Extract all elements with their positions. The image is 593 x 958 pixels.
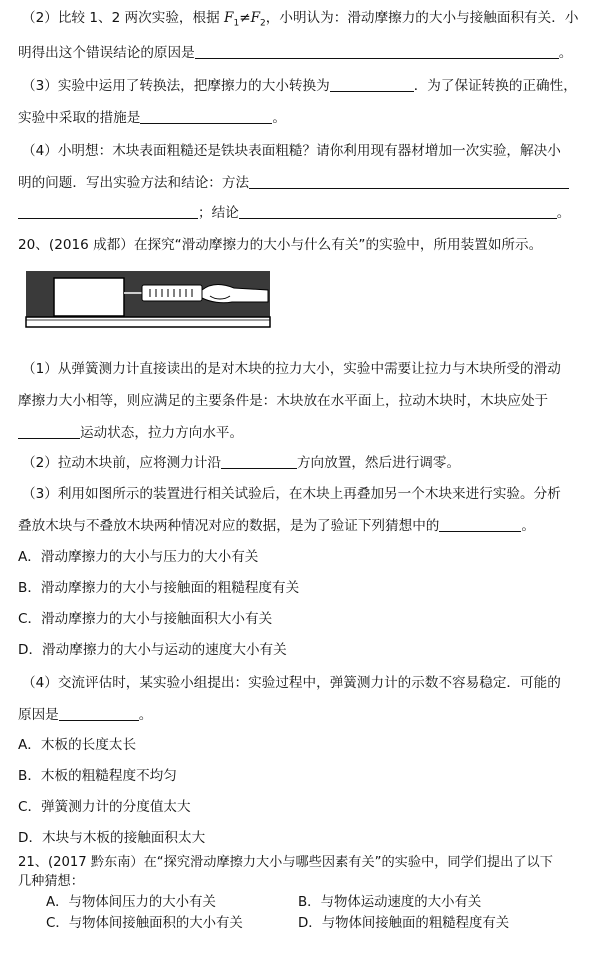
- q21-option-d[interactable]: [298, 914, 509, 934]
- f2-symbol: F: [250, 10, 261, 26]
- option-label: B．与物体运动速度的大小有关: [298, 895, 482, 910]
- answer-blank[interactable]: [439, 516, 521, 532]
- friction-apparatus-figure: [24, 268, 274, 332]
- q20-2-text-a: （2）拉动木块前，应将测力计沿: [22, 455, 221, 471]
- q20-4-option-b[interactable]: [18, 766, 575, 786]
- q21-heading: [18, 853, 575, 873]
- q20-3-text-b: 叠放木块与不叠放木块两种情况对应的数据，是为了验证下列猜想中的: [18, 518, 440, 534]
- not-equal-sign: ≠: [239, 10, 251, 26]
- q4-text-b: 明的问题．写出实验方法和结论：方法: [18, 175, 250, 191]
- q2-text-a: （2）比较 1、2 两次实验，根据: [22, 10, 225, 26]
- spring-scale: [142, 285, 202, 301]
- q20-heading: [18, 235, 575, 255]
- q3-line-1: [22, 76, 575, 96]
- q3-text-b: ．为了保证转换的正确性，: [413, 78, 577, 94]
- q3-text-c: 实验中采取的措施是: [18, 110, 141, 126]
- option-label: C．与物体间接触面积的大小有关: [46, 916, 243, 931]
- q4-text-a: （4）小明想：木块表面粗糙还是铁块表面粗糙？请你利用现有器材增加一次实验，解决小: [22, 143, 561, 159]
- period: 。: [138, 707, 153, 723]
- q20-3-option-b[interactable]: [18, 578, 575, 598]
- q21-option-b[interactable]: [298, 893, 481, 913]
- f1-subscript: 1: [233, 18, 240, 29]
- wooden-block: [54, 278, 124, 316]
- q21-heading-2: [18, 872, 575, 892]
- q21-option-c[interactable]: [46, 914, 243, 934]
- option-label: C．滑动摩擦力的大小与接触面积大小有关: [18, 611, 273, 627]
- period: 。: [272, 110, 286, 126]
- answer-blank[interactable]: [249, 173, 569, 189]
- q20-4-option-a[interactable]: [18, 735, 575, 755]
- q20-2-line: [22, 453, 575, 473]
- answer-blank[interactable]: [59, 705, 139, 721]
- q20-3-option-d[interactable]: [18, 640, 575, 660]
- q4-text-c: ；结论: [198, 205, 239, 221]
- period: 。: [558, 45, 573, 61]
- q2-text-c: 明得出这个错误结论的原因是: [18, 45, 195, 61]
- option-label: D．与物体间接触面的粗糙程度有关: [298, 916, 510, 931]
- option-label: D．滑动摩擦力的大小与运动的速度大小有关: [18, 642, 287, 658]
- q20-1-text-c: 运动状态，拉力方向水平。: [80, 425, 244, 441]
- q2-line-2: [18, 43, 575, 63]
- q20-4-option-c[interactable]: [18, 797, 575, 817]
- f2-subscript: 2: [260, 18, 266, 29]
- option-label: D．木块与木板的接触面积太大: [18, 830, 206, 846]
- q3-line-2: [18, 108, 575, 128]
- answer-blank[interactable]: [18, 203, 198, 219]
- option-label: A．与物体间压力的大小有关: [46, 895, 216, 910]
- answer-blank[interactable]: [221, 453, 297, 469]
- q20-3-line-1: [22, 484, 575, 504]
- period: 。: [521, 518, 535, 534]
- answer-blank[interactable]: [18, 423, 80, 439]
- q20-4-text-a: （4）交流评估时，某实验小组提出：实验过程中，弹簧测力计的示数不容易稳定．可能的: [22, 675, 561, 691]
- q20-4-line-2: [18, 705, 575, 725]
- q20-3-option-a[interactable]: [18, 547, 575, 567]
- option-label: A．木板的长度太长: [18, 737, 137, 753]
- q21-option-a[interactable]: [46, 893, 216, 913]
- q20-1-line-2: [18, 391, 575, 411]
- q20-heading-text: 20、(2016 成都）在探究“滑动摩擦力的大小与什么有关”的实验中，所用装置如所示。: [18, 237, 543, 253]
- q20-1-line-3: [18, 423, 575, 443]
- answer-blank[interactable]: [330, 76, 414, 92]
- wooden-board: [26, 317, 270, 327]
- q20-4-text-b: 原因是: [18, 707, 59, 723]
- q20-1-line-1: [22, 359, 575, 379]
- q4-line-3: [18, 203, 575, 223]
- q2-line-1: [22, 8, 579, 29]
- q4-line-1: [22, 141, 575, 161]
- answer-blank[interactable]: [140, 108, 272, 124]
- answer-blank[interactable]: [195, 43, 559, 59]
- option-label: A．滑动摩擦力的大小与压力的大小有关: [18, 549, 259, 565]
- q20-3-line-2: [18, 516, 575, 536]
- q21-heading-text: 21、(2017 黔东南）在“探究滑动摩擦力大小与哪些因素有关”的实验中，同学们提出了以下: [18, 855, 553, 870]
- q20-1-text-a: （1）从弹簧测力计直接读出的是对木块的拉力大小，实验中需要让拉力与木块所受的滑动: [22, 361, 561, 377]
- q2-text-b: ，小明认为：滑动摩擦力的大小与接触面积有关．小: [265, 10, 579, 26]
- answer-blank[interactable]: [239, 203, 557, 219]
- q20-2-text-b: 方向放置，然后进行调零。: [296, 455, 461, 471]
- q20-4-line-1: [22, 673, 575, 693]
- period: 。: [556, 205, 571, 221]
- option-label: B．木板的粗糙程度不均匀: [18, 768, 177, 784]
- q21-heading-text-2: 几种猜想：: [18, 874, 84, 889]
- q20-4-option-d[interactable]: [18, 828, 575, 848]
- q4-line-2: [18, 173, 575, 193]
- q3-text-a: （3）实验中运用了转换法，把摩擦力的大小转换为: [22, 78, 330, 94]
- option-label: B．滑动摩擦力的大小与接触面的粗糙程度有关: [18, 580, 300, 596]
- q20-3-option-c[interactable]: [18, 609, 575, 629]
- q20-3-text-a: （3）利用如图所示的装置进行相关试验后，在木块上再叠加另一个木块来进行实验。分析: [22, 486, 561, 502]
- f1-symbol: F: [224, 10, 234, 26]
- option-label: C．弹簧测力计的分度值太大: [18, 799, 191, 815]
- q20-1-text-b: 摩擦力大小相等，则应满足的主要条件是：木块放在水平面上，拉动木块时，木块应处于: [18, 393, 549, 409]
